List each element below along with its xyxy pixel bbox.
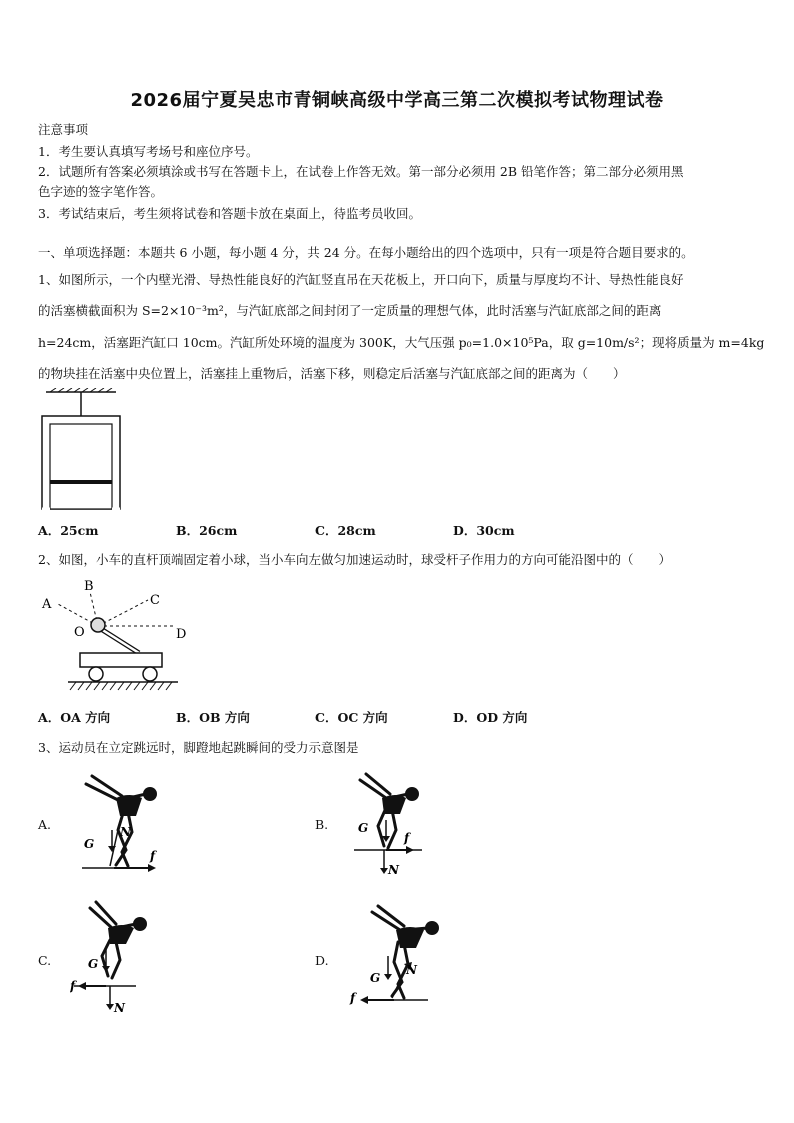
q2-text: 2、如图，小车的直杆顶端固定着小球，当小车向左做匀加速运动时，球受杆子作用力的方向可能沿图中的（ ） [38,552,671,567]
q3-c-n: N [114,1001,125,1015]
notice-item: 3．考试结束后，考生须将试卷和答题卡放在桌面上，待监考员收回。 [38,206,421,221]
q2-label-o: O [74,625,85,640]
q3-c-g: G [88,957,99,971]
q3-text: 3、运动员在立定跳远时，脚蹬地起跳瞬间的受力示意图是 [38,740,359,755]
q3-a-g: G [84,837,95,851]
q3-option-c[interactable]: C. [38,953,52,968]
q3-a-f: f [150,849,156,863]
q1-option-d[interactable]: D．30cm [453,523,515,538]
q2-label-c: C [150,593,160,608]
notice-item: 2．试题所有答案必须填涂或书写在答题卡上，在试卷上作答无效。第一部分必须用 2B 铅笔作答；第二部分必须用黑 [38,164,684,179]
q2-option-b[interactable]: B．OB 方向 [176,710,250,725]
q1-line: 1、如图所示，一个内壁光滑、导热性能良好的汽缸竖直吊在天花板上，开口向下，质量与厚度均不计、导热性能良好 [38,272,684,287]
q3-a-n: N [120,825,131,839]
q2-cart-figure [38,578,198,696]
page-title: 2026届宁夏吴忠市青铜峡高级中学高三第二次模拟考试物理试卷 [130,90,664,111]
q1-line: 的活塞横截面积为 S=2×10⁻³m²，与汽缸底部之间封闭了一定质量的理想气体，此时活塞与汽缸底部之间的距离 [38,303,662,318]
q3-b-f: f [404,831,410,845]
q2-label-b: B [84,579,94,594]
q3-d-n: N [406,963,417,977]
notice-item: 色字迹的签字笔作答。 [38,184,164,199]
q1-line: h=24cm，活塞距汽缸口 10cm。汽缸所处环境的温度为 300K，大气压强 p₀=1.0×10⁵Pa，取 g=10m/s²；现将质量为 m=4kg [38,335,765,350]
q3-figure-d [348,900,448,1012]
q3-d-g: G [370,971,381,985]
q3-figure-b [350,770,440,878]
notice-heading: 注意事项 [38,122,89,137]
q2-label-a: A [42,597,52,612]
q2-option-a[interactable]: A．OA 方向 [38,710,111,725]
q3-option-d[interactable]: D. [315,953,329,968]
q1-cylinder-figure [38,388,128,513]
notice-item: 1．考生要认真填写考场号和座位序号。 [38,144,259,159]
q3-figure-a [78,770,168,878]
q1-option-c[interactable]: C．28cm [315,523,376,538]
q3-figure-c [70,900,160,1020]
q1-line: 的物块挂在活塞中央位置上，活塞挂上重物后，活塞下移，则稳定后活塞与汽缸底部之间的距离为（ ） [38,366,626,381]
q3-b-n: N [388,863,399,877]
q3-option-b[interactable]: B. [315,817,329,832]
q3-d-f: f [350,991,356,1005]
q2-option-c[interactable]: C．OC 方向 [315,710,388,725]
q3-b-g: G [358,821,369,835]
q2-label-d: D [176,627,187,642]
q3-option-a[interactable]: A. [38,817,52,832]
q2-option-d[interactable]: D．OD 方向 [453,710,528,725]
q1-option-b[interactable]: B．26cm [176,523,238,538]
q3-c-f: f [70,979,76,993]
q1-option-a[interactable]: A．25cm [38,523,99,538]
section-heading: 一、单项选择题：本题共 6 小题，每小题 4 分，共 24 分。在每小题给出的四个选项中，只有一项是符合题目要求的。 [38,245,694,260]
